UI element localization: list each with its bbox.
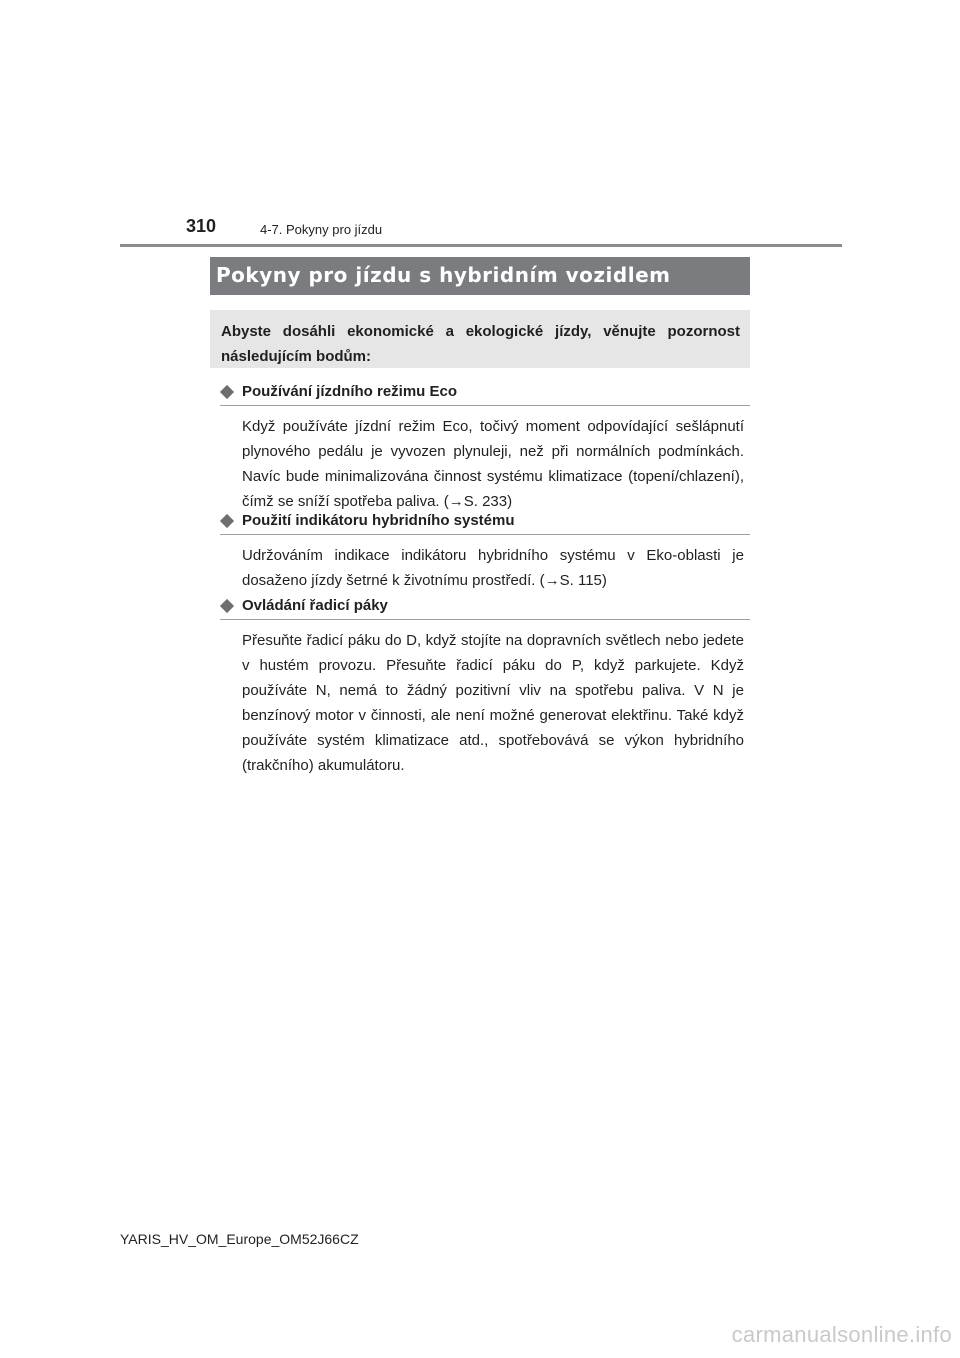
page-header: [120, 214, 842, 246]
intro-box: [210, 310, 750, 368]
watermark: carmanualsonline.info: [731, 1322, 952, 1347]
diamond-bullet-icon: [220, 514, 234, 528]
item-heading: [220, 512, 750, 536]
item-divider: [220, 619, 750, 620]
document-footer: YARIS_HV_OM_Europe_OM52J66CZ: [120, 1231, 359, 1247]
item-eco-mode: [220, 383, 750, 514]
diamond-bullet-icon: [220, 385, 234, 399]
item-divider: [220, 405, 750, 406]
item-title: Ovládání řadicí páky: [242, 597, 388, 614]
intro-text: Abyste dosáhli ekonomické a ekologické jízdy, věnujte pozornost následujícím bodům:: [221, 323, 740, 365]
diamond-bullet-icon: [220, 599, 234, 613]
item-heading: [220, 383, 750, 407]
item-heading: [220, 597, 750, 621]
page-title: Pokyny pro jízdu s hybridním vozidlem: [216, 263, 671, 287]
item-shift-lever: [220, 597, 750, 778]
page-number: 310: [186, 216, 217, 236]
item-divider: [220, 534, 750, 535]
item-hybrid-indicator: [220, 512, 750, 593]
header-divider: [120, 244, 842, 247]
item-body: Přesuňte řadicí páku do D, když stojíte na dopravních světlech nebo jedete v hustém provozu. Přesuňte řadicí páku do P, když parkujete. Když používáte N, nemá to žádný pozitivní vliv na spotřebu paliva. V N je benzínový motor v činnosti, ale není možné generovat elektřinu. Také když používáte systém klimatizace atd., spotřebovává se výkon hybridního (trakčního) akumulátoru.: [242, 632, 744, 774]
item-title: Používání jízdního režimu Eco: [242, 383, 458, 400]
section-label: 4-7. Pokyny pro jízdu: [260, 222, 383, 237]
item-body: Udržováním indikace indikátoru hybridního systému v Eko-oblasti je dosaženo jízdy šetrné k životnímu prostředí. (→S. 115): [242, 547, 744, 589]
item-body: Když používáte jízdní režim Eco, točivý moment odpovídající sešlápnutí plynového pedálu je vyvozen plynuleji, než při normálních podmínkách. Navíc bude minimalizována činnost systému klimatizace (topení/chlazení), čímž se sníží spotřeba paliva. (→S. 233): [242, 418, 744, 510]
item-title: Použití indikátoru hybridního systému: [242, 512, 515, 529]
title-bar: [210, 257, 750, 295]
